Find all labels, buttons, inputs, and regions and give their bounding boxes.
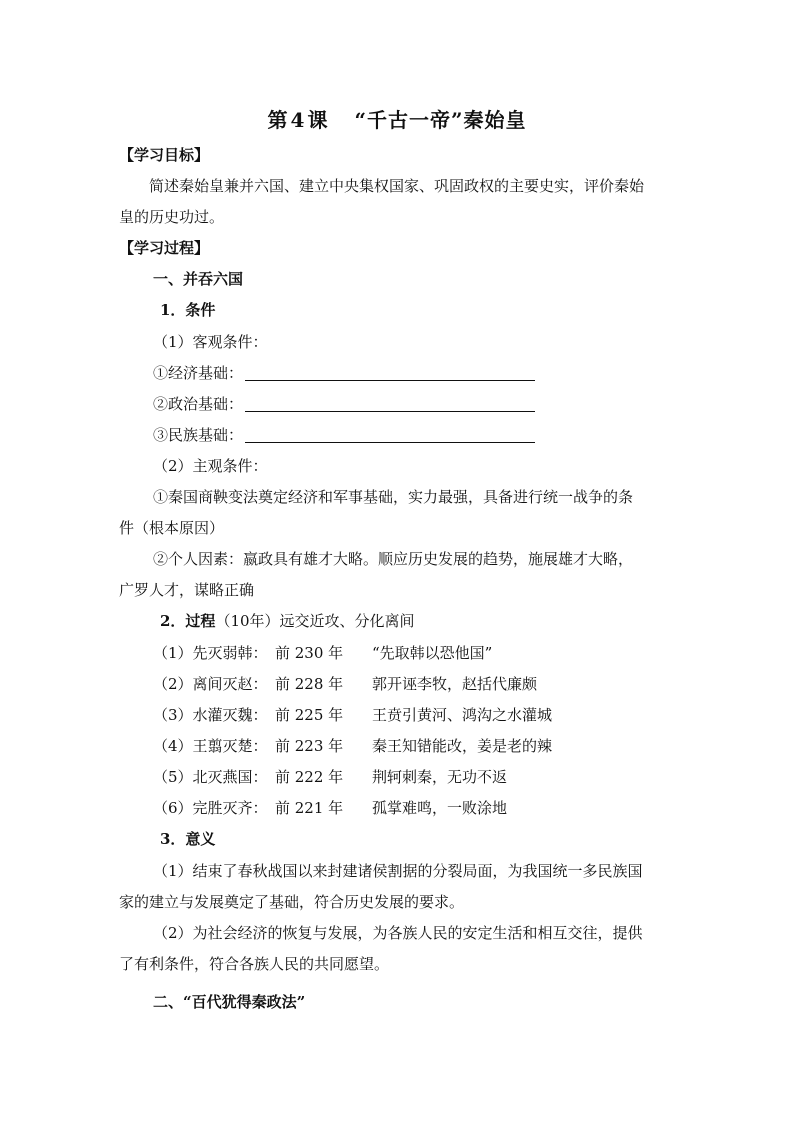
step-note: 秦王知错能改，姜是老的辣 [372,737,553,755]
step-date: 前 228 年 [275,675,344,693]
lesson-title [0,104,794,133]
step-row [153,675,673,693]
step-label: （1）先灭弱韩： [153,644,268,662]
step-row [153,799,673,817]
step-date: 前 223 年 [275,737,344,755]
process-subheading-label: 2．过程 [160,612,216,630]
objective-conditions: （1）客观条件： [153,333,268,351]
title-lesson-number: 4 [290,108,306,132]
step-note: “先取韩以恐他国” [372,644,493,662]
meaning-point2-line2: 了有利条件，符合各族人民的共同愿望。 [119,955,390,973]
meaning-point1-line2: 家的建立与发展奠定了基础，符合历史发展的要求。 [119,893,465,911]
blank-label: ①经济基础： [153,364,244,382]
subjective-point2-line2: 广罗人才，谋略正确 [119,581,255,599]
step-row [153,644,673,662]
step-row [153,768,673,786]
step-row [153,737,673,755]
answer-blank-line [245,364,535,381]
step-date: 前 225 年 [275,706,344,724]
title-lesson-unit: 课 [307,108,329,132]
meaning-heading: 3．意义 [160,830,216,848]
blank-row-politics [153,395,535,413]
conditions-heading: 1．条件 [160,301,216,319]
title-lesson-prefix: 第 [267,108,289,132]
blank-label: ②政治基础： [153,395,244,413]
goals-heading: 【学习目标】 [119,146,210,164]
step-date: 前 230 年 [275,644,344,662]
blank-row-economy [153,364,535,382]
step-label: （4）王翦灭楚： [153,737,268,755]
subjective-point2-line1: ②个人因素：嬴政具有雄才大略。顺应历史发展的趋势，施展雄才大略， [153,550,634,568]
answer-blank-line [245,426,535,443]
goals-text-line1: 简述秦始皇兼并六国、建立中央集权国家、巩固政权的主要史实，评价秦始 [149,177,645,195]
title-topic: “千古一帝”秦始皇 [354,108,527,132]
step-note: 孤掌难鸣，一败涂地 [372,799,508,817]
meaning-point2-line1: （2）为社会经济的恢复与发展，为各族人民的安定生活和相互交往，提供 [153,924,643,942]
step-note: 王贲引黄河、鸿沟之水灌城 [372,706,553,724]
step-label: （5）北灭燕国： [153,768,268,786]
step-label: （6）完胜灭齐： [153,799,268,817]
step-note: 荆轲刺秦，无功不返 [372,768,508,786]
process-heading: 【学习过程】 [119,239,210,257]
section1-heading: 一、并吞六国 [153,270,244,288]
step-date: 前 222 年 [275,768,344,786]
blank-row-ethnic [153,426,535,444]
section2-heading: 二、“百代犹得秦政法” [153,993,306,1011]
answer-blank-line [245,395,535,412]
subjective-point1-line1: ①秦国商鞅变法奠定经济和军事基础，实力最强，具备进行统一战争的条 [153,488,634,506]
step-row [153,706,673,724]
process-subheading [160,612,415,630]
process-subheading-text: （10年）远交近攻、分化离间 [215,612,415,630]
step-label: （2）离间灭赵： [153,675,268,693]
subjective-conditions: （2）主观条件： [153,457,268,475]
blank-label: ③民族基础： [153,426,244,444]
step-note: 郭开诬李牧，赵括代廉颇 [372,675,538,693]
meaning-point1-line1: （1）结束了春秋战国以来封建诸侯割据的分裂局面，为我国统一多民族国 [153,862,643,880]
step-date: 前 221 年 [275,799,344,817]
subjective-point1-line2: 件（根本原因） [119,519,225,537]
step-label: （3）水灌灭魏： [153,706,268,724]
goals-text-line2: 皇的历史功过。 [119,208,225,226]
